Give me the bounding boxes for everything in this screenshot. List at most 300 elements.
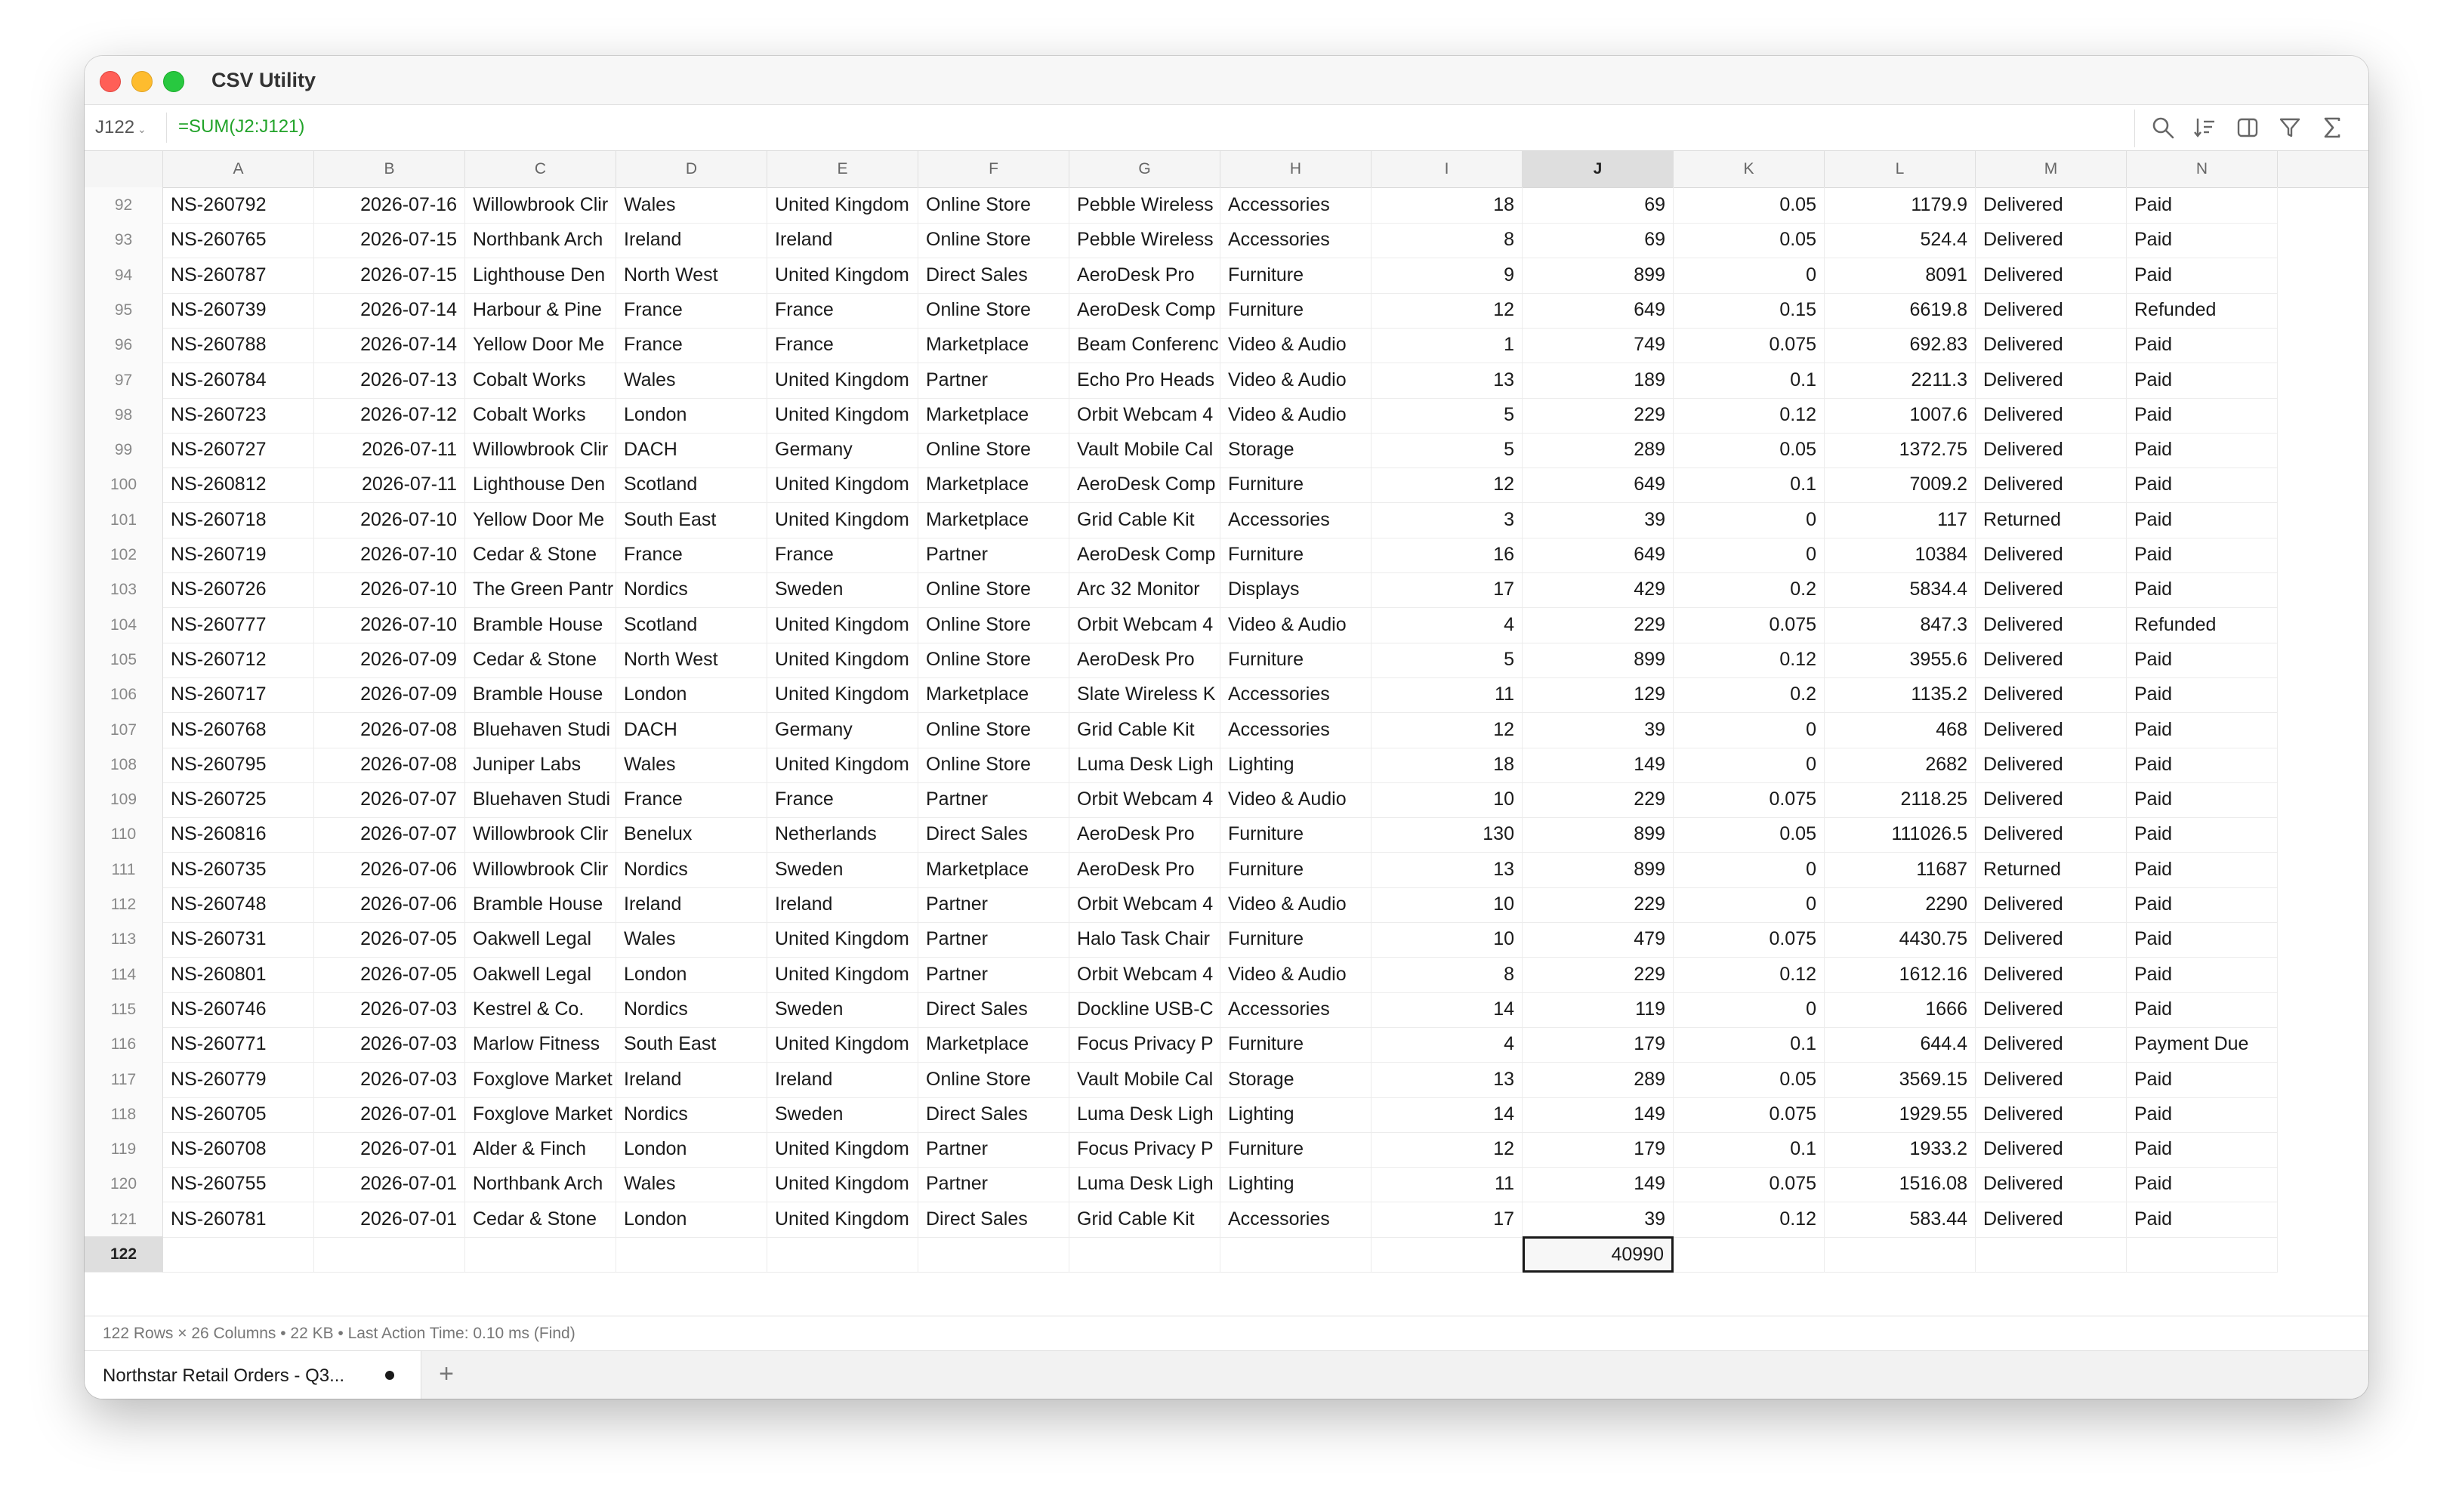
cell-reference-selector[interactable] [95, 117, 162, 140]
table-cell[interactable]: Marketplace [918, 1026, 1069, 1063]
table-cell[interactable]: Displays [1220, 572, 1372, 608]
table-cell[interactable]: France [616, 327, 767, 363]
table-cell[interactable]: NS-260787 [163, 258, 314, 294]
sort-icon[interactable] [2193, 116, 2217, 140]
table-cell[interactable]: Orbit Webcam 4 [1069, 607, 1220, 643]
table-cell[interactable]: 583.44 [1825, 1202, 1976, 1238]
column-header-m[interactable]: M [1976, 151, 2127, 187]
column-header-j[interactable]: J [1523, 151, 1674, 187]
table-cell[interactable]: AeroDesk Comp [1069, 292, 1220, 329]
table-cell[interactable]: Delivered [1976, 187, 2127, 224]
column-header-e[interactable]: E [767, 151, 918, 187]
table-cell[interactable]: Returned [1976, 852, 2127, 888]
table-cell[interactable]: Paid [2127, 327, 2278, 363]
table-cell[interactable]: 2290 [1825, 887, 1976, 923]
table-cell[interactable]: Kestrel & Co. [465, 992, 616, 1028]
table-cell[interactable]: NS-260788 [163, 327, 314, 363]
table-cell[interactable]: NS-260719 [163, 537, 314, 573]
table-cell[interactable]: 0 [1674, 747, 1825, 783]
table-cell[interactable]: Slate Wireless K [1069, 677, 1220, 713]
table-cell[interactable]: 10 [1372, 921, 1523, 958]
table-cell[interactable]: Online Store [918, 607, 1069, 643]
table-cell[interactable]: Paid [2127, 816, 2278, 853]
table-cell[interactable] [2127, 1236, 2278, 1273]
table-cell[interactable]: Marketplace [918, 677, 1069, 713]
table-cell[interactable]: Pebble Wireless [1069, 222, 1220, 258]
table-cell[interactable]: Bluehaven Studi [465, 782, 616, 818]
table-cell[interactable]: Furniture [1220, 537, 1372, 573]
table-cell[interactable]: NS-260795 [163, 747, 314, 783]
table-cell[interactable]: Bramble House [465, 677, 616, 713]
table-cell[interactable]: 69 [1523, 187, 1674, 224]
add-tab-button[interactable]: + [439, 1359, 454, 1388]
row-number[interactable]: 92 [85, 187, 163, 224]
row-number[interactable]: 111 [85, 852, 163, 888]
table-cell[interactable]: 1007.6 [1825, 397, 1976, 434]
table-cell[interactable]: NS-260705 [163, 1097, 314, 1133]
table-cell[interactable]: 2118.25 [1825, 782, 1976, 818]
table-cell[interactable]: Online Store [918, 1062, 1069, 1098]
table-cell[interactable]: Video & Audio [1220, 782, 1372, 818]
table-cell[interactable]: Lighthouse Den [465, 467, 616, 503]
table-cell[interactable]: NS-260792 [163, 187, 314, 224]
table-cell[interactable]: Accessories [1220, 222, 1372, 258]
column-header-a[interactable]: A [163, 151, 314, 187]
table-cell[interactable]: Paid [2127, 467, 2278, 503]
table-cell[interactable]: 429 [1523, 572, 1674, 608]
table-cell[interactable]: 5 [1372, 432, 1523, 468]
row-number[interactable]: 114 [85, 957, 163, 993]
table-cell[interactable]: 0.075 [1674, 921, 1825, 958]
table-cell[interactable]: Oakwell Legal [465, 921, 616, 958]
table-cell[interactable]: Furniture [1220, 1026, 1372, 1063]
row-number[interactable]: 109 [85, 782, 163, 818]
table-cell[interactable]: 2026-07-10 [314, 537, 465, 573]
table-cell[interactable]: 847.3 [1825, 607, 1976, 643]
table-cell[interactable]: 39 [1523, 712, 1674, 748]
table-cell[interactable]: United Kingdom [767, 677, 918, 713]
table-cell[interactable]: Paid [2127, 502, 2278, 538]
table-cell[interactable]: 1179.9 [1825, 187, 1976, 224]
table-cell[interactable]: Furniture [1220, 467, 1372, 503]
table-cell[interactable]: Halo Task Chair [1069, 921, 1220, 958]
table-cell[interactable]: Paid [2127, 187, 2278, 224]
table-cell[interactable]: NS-260768 [163, 712, 314, 748]
table-cell[interactable]: 1135.2 [1825, 677, 1976, 713]
table-cell[interactable]: Partner [918, 363, 1069, 399]
row-number[interactable]: 118 [85, 1097, 163, 1133]
table-cell[interactable]: Focus Privacy P [1069, 1026, 1220, 1063]
table-cell[interactable]: Paid [2127, 572, 2278, 608]
table-cell[interactable]: 229 [1523, 782, 1674, 818]
table-cell[interactable]: 899 [1523, 852, 1674, 888]
row-number[interactable]: 113 [85, 921, 163, 958]
table-cell[interactable]: 2026-07-07 [314, 816, 465, 853]
table-cell[interactable]: 1 [1372, 327, 1523, 363]
table-cell[interactable]: 0.05 [1674, 1062, 1825, 1098]
row-number[interactable]: 108 [85, 747, 163, 783]
table-cell[interactable]: NS-260717 [163, 677, 314, 713]
table-cell[interactable]: Lighthouse Den [465, 258, 616, 294]
table-cell[interactable]: 2026-07-05 [314, 957, 465, 993]
column-header-d[interactable]: D [616, 151, 767, 187]
table-cell[interactable]: United Kingdom [767, 363, 918, 399]
table-cell[interactable]: 2026-07-14 [314, 292, 465, 329]
table-cell[interactable]: Lighting [1220, 1166, 1372, 1202]
table-cell[interactable]: Scotland [616, 607, 767, 643]
table-cell[interactable]: North West [616, 258, 767, 294]
row-number[interactable]: 99 [85, 432, 163, 468]
table-cell[interactable]: Marketplace [918, 397, 1069, 434]
table-cell[interactable]: 0.05 [1674, 432, 1825, 468]
selected-cell[interactable]: 40990 [1523, 1236, 1674, 1273]
table-cell[interactable]: 16 [1372, 537, 1523, 573]
table-cell[interactable]: 1516.08 [1825, 1166, 1976, 1202]
table-cell[interactable] [1220, 1236, 1372, 1273]
table-cell[interactable]: 39 [1523, 1202, 1674, 1238]
table-cell[interactable]: Orbit Webcam 4 [1069, 397, 1220, 434]
column-header-h[interactable]: H [1220, 151, 1372, 187]
table-cell[interactable]: 1929.55 [1825, 1097, 1976, 1133]
row-number[interactable]: 106 [85, 677, 163, 713]
table-cell[interactable]: 10 [1372, 782, 1523, 818]
table-cell[interactable]: Orbit Webcam 4 [1069, 782, 1220, 818]
table-cell[interactable]: NS-260784 [163, 363, 314, 399]
table-cell[interactable]: Delivered [1976, 1026, 2127, 1063]
table-cell[interactable]: 0 [1674, 712, 1825, 748]
table-cell[interactable]: Foxglove Market [465, 1062, 616, 1098]
table-cell[interactable]: 229 [1523, 957, 1674, 993]
table-cell[interactable]: Delivered [1976, 292, 2127, 329]
table-cell[interactable]: Delivered [1976, 1131, 2127, 1168]
row-number[interactable]: 105 [85, 642, 163, 678]
table-cell[interactable]: 2026-07-14 [314, 327, 465, 363]
filter-icon[interactable] [2278, 116, 2302, 140]
table-cell[interactable]: NS-260816 [163, 816, 314, 853]
table-cell[interactable]: 524.4 [1825, 222, 1976, 258]
table-cell[interactable]: 3955.6 [1825, 642, 1976, 678]
table-cell[interactable]: Vault Mobile Cal [1069, 432, 1220, 468]
table-cell[interactable]: 111026.5 [1825, 816, 1976, 853]
row-number[interactable]: 119 [85, 1131, 163, 1168]
table-cell[interactable]: 13 [1372, 363, 1523, 399]
table-cell[interactable]: Nordics [616, 572, 767, 608]
table-cell[interactable]: Video & Audio [1220, 887, 1372, 923]
table-cell[interactable]: 2026-07-11 [314, 467, 465, 503]
table-cell[interactable]: NS-260801 [163, 957, 314, 993]
table-cell[interactable]: London [616, 397, 767, 434]
table-cell[interactable]: 0.075 [1674, 607, 1825, 643]
row-number[interactable]: 107 [85, 712, 163, 748]
table-cell[interactable]: Furniture [1220, 852, 1372, 888]
table-cell[interactable]: 7009.2 [1825, 467, 1976, 503]
minimize-window-button[interactable] [131, 71, 153, 92]
table-cell[interactable]: Delivered [1976, 397, 2127, 434]
table-cell[interactable]: Furniture [1220, 292, 1372, 329]
table-cell[interactable]: NS-260771 [163, 1026, 314, 1063]
table-cell[interactable]: 2026-07-01 [314, 1166, 465, 1202]
table-cell[interactable]: Cedar & Stone [465, 642, 616, 678]
table-cell[interactable]: NS-260723 [163, 397, 314, 434]
table-cell[interactable]: NS-260735 [163, 852, 314, 888]
table-cell[interactable]: 12 [1372, 292, 1523, 329]
table-cell[interactable]: 2026-07-16 [314, 187, 465, 224]
table-cell[interactable]: 179 [1523, 1026, 1674, 1063]
table-cell[interactable]: Online Store [918, 292, 1069, 329]
table-cell[interactable]: Delivered [1976, 258, 2127, 294]
table-cell[interactable]: Grid Cable Kit [1069, 712, 1220, 748]
table-cell[interactable]: 289 [1523, 432, 1674, 468]
table-cell[interactable]: Paid [2127, 782, 2278, 818]
row-number[interactable]: 121 [85, 1202, 163, 1238]
table-cell[interactable]: Wales [616, 187, 767, 224]
table-cell[interactable]: Video & Audio [1220, 397, 1372, 434]
table-cell[interactable]: 8 [1372, 222, 1523, 258]
table-cell[interactable]: Bramble House [465, 607, 616, 643]
table-cell[interactable]: Delivered [1976, 432, 2127, 468]
table-cell[interactable]: Paid [2127, 1062, 2278, 1098]
table-cell[interactable]: 0 [1674, 887, 1825, 923]
table-cell[interactable]: 0 [1674, 258, 1825, 294]
table-cell[interactable]: 0.1 [1674, 1131, 1825, 1168]
table-cell[interactable]: 179 [1523, 1131, 1674, 1168]
table-cell[interactable]: 0.1 [1674, 363, 1825, 399]
table-cell[interactable]: 2026-07-01 [314, 1097, 465, 1133]
column-header-c[interactable]: C [465, 151, 616, 187]
table-cell[interactable]: 4 [1372, 607, 1523, 643]
table-cell[interactable]: Online Store [918, 572, 1069, 608]
row-number[interactable]: 93 [85, 222, 163, 258]
table-cell[interactable]: North West [616, 642, 767, 678]
table-cell[interactable]: Furniture [1220, 816, 1372, 853]
search-icon[interactable] [2151, 116, 2175, 140]
table-cell[interactable]: 0.1 [1674, 1026, 1825, 1063]
table-cell[interactable]: Online Store [918, 222, 1069, 258]
table-cell[interactable]: 692.83 [1825, 327, 1976, 363]
table-cell[interactable]: Marketplace [918, 502, 1069, 538]
table-cell[interactable]: Delivered [1976, 747, 2127, 783]
table-cell[interactable]: 8091 [1825, 258, 1976, 294]
table-cell[interactable]: Paid [2127, 258, 2278, 294]
table-cell[interactable]: 11687 [1825, 852, 1976, 888]
table-cell[interactable]: Ireland [616, 222, 767, 258]
table-cell[interactable]: 12 [1372, 467, 1523, 503]
table-cell[interactable]: 2026-07-08 [314, 747, 465, 783]
table-cell[interactable]: Video & Audio [1220, 607, 1372, 643]
table-cell[interactable]: 4 [1372, 1026, 1523, 1063]
table-cell[interactable]: 649 [1523, 467, 1674, 503]
table-cell[interactable]: Partner [918, 1166, 1069, 1202]
table-cell[interactable]: 1666 [1825, 992, 1976, 1028]
row-number[interactable]: 102 [85, 537, 163, 573]
table-cell[interactable]: Delivered [1976, 816, 2127, 853]
table-cell[interactable]: 17 [1372, 1202, 1523, 1238]
table-cell[interactable]: 13 [1372, 1062, 1523, 1098]
row-number[interactable]: 103 [85, 572, 163, 608]
table-cell[interactable]: Online Store [918, 432, 1069, 468]
table-cell[interactable]: Luma Desk Ligh [1069, 1097, 1220, 1133]
table-cell[interactable]: Partner [918, 957, 1069, 993]
table-cell[interactable]: Video & Audio [1220, 957, 1372, 993]
table-cell[interactable]: Accessories [1220, 712, 1372, 748]
table-cell[interactable]: 9 [1372, 258, 1523, 294]
table-cell[interactable]: 2026-07-01 [314, 1202, 465, 1238]
table-cell[interactable]: Cobalt Works [465, 363, 616, 399]
table-cell[interactable]: Furniture [1220, 258, 1372, 294]
table-cell[interactable]: Scotland [616, 467, 767, 503]
table-cell[interactable]: Bramble House [465, 887, 616, 923]
table-cell[interactable]: Paid [2127, 992, 2278, 1028]
table-cell[interactable]: 3 [1372, 502, 1523, 538]
table-cell[interactable]: 0.12 [1674, 957, 1825, 993]
table-cell[interactable]: United Kingdom [767, 1202, 918, 1238]
table-cell[interactable]: 3569.15 [1825, 1062, 1976, 1098]
table-cell[interactable]: NS-260765 [163, 222, 314, 258]
table-cell[interactable]: 0.075 [1674, 1166, 1825, 1202]
table-cell[interactable]: South East [616, 502, 767, 538]
table-cell[interactable]: 117 [1825, 502, 1976, 538]
table-cell[interactable]: London [616, 1202, 767, 1238]
table-cell[interactable]: Paid [2127, 1202, 2278, 1238]
table-cell[interactable] [314, 1236, 465, 1273]
table-cell[interactable]: Sweden [767, 1097, 918, 1133]
table-cell[interactable]: Paid [2127, 957, 2278, 993]
table-cell[interactable]: Video & Audio [1220, 327, 1372, 363]
column-header-b[interactable]: B [314, 151, 465, 187]
table-cell[interactable]: Echo Pro Heads [1069, 363, 1220, 399]
table-cell[interactable]: 129 [1523, 677, 1674, 713]
table-cell[interactable]: Paid [2127, 1131, 2278, 1168]
row-number[interactable]: 115 [85, 992, 163, 1028]
table-cell[interactable]: 14 [1372, 1097, 1523, 1133]
table-cell[interactable]: 149 [1523, 747, 1674, 783]
table-cell[interactable]: 229 [1523, 887, 1674, 923]
table-cell[interactable]: AeroDesk Pro [1069, 258, 1220, 294]
table-cell[interactable]: 0.12 [1674, 1202, 1825, 1238]
table-cell[interactable]: Direct Sales [918, 1202, 1069, 1238]
table-cell[interactable]: Delivered [1976, 1097, 2127, 1133]
column-header-f[interactable]: F [918, 151, 1069, 187]
table-cell[interactable]: Partner [918, 921, 1069, 958]
table-cell[interactable]: Paid [2127, 1166, 2278, 1202]
table-cell[interactable]: NS-260727 [163, 432, 314, 468]
table-cell[interactable]: Storage [1220, 432, 1372, 468]
table-cell[interactable]: United Kingdom [767, 258, 918, 294]
table-cell[interactable]: 0.2 [1674, 572, 1825, 608]
table-cell[interactable]: Nordics [616, 852, 767, 888]
table-cell[interactable]: Accessories [1220, 187, 1372, 224]
table-cell[interactable]: NS-260755 [163, 1166, 314, 1202]
row-number[interactable]: 112 [85, 887, 163, 923]
table-cell[interactable]: 2026-07-03 [314, 992, 465, 1028]
table-cell[interactable]: Accessories [1220, 502, 1372, 538]
table-cell[interactable]: Luma Desk Ligh [1069, 1166, 1220, 1202]
table-cell[interactable]: United Kingdom [767, 397, 918, 434]
table-cell[interactable]: 2026-07-13 [314, 363, 465, 399]
table-cell[interactable]: Oakwell Legal [465, 957, 616, 993]
column-header-n[interactable]: N [2127, 151, 2278, 187]
table-cell[interactable]: Cedar & Stone [465, 1202, 616, 1238]
table-cell[interactable]: Delivered [1976, 992, 2127, 1028]
row-number[interactable]: 122 [85, 1236, 163, 1273]
table-cell[interactable]: Video & Audio [1220, 363, 1372, 399]
table-cell[interactable]: Wales [616, 921, 767, 958]
table-cell[interactable] [1825, 1236, 1976, 1273]
table-cell[interactable]: France [616, 292, 767, 329]
table-cell[interactable]: Wales [616, 1166, 767, 1202]
table-cell[interactable]: 2026-07-05 [314, 921, 465, 958]
table-cell[interactable]: Returned [1976, 502, 2127, 538]
sum-icon[interactable] [2320, 116, 2344, 140]
table-cell[interactable]: Germany [767, 432, 918, 468]
table-cell[interactable]: 2026-07-09 [314, 642, 465, 678]
table-cell[interactable]: Accessories [1220, 992, 1372, 1028]
table-cell[interactable]: Wales [616, 363, 767, 399]
table-cell[interactable]: United Kingdom [767, 642, 918, 678]
table-cell[interactable]: 5 [1372, 397, 1523, 434]
table-cell[interactable]: 0.05 [1674, 816, 1825, 853]
table-cell[interactable]: 2026-07-10 [314, 502, 465, 538]
table-cell[interactable]: Partner [918, 887, 1069, 923]
table-cell[interactable]: Vault Mobile Cal [1069, 1062, 1220, 1098]
table-cell[interactable]: Willowbrook Clir [465, 187, 616, 224]
table-cell[interactable] [163, 1236, 314, 1273]
table-cell[interactable]: 10 [1372, 887, 1523, 923]
table-cell[interactable]: Cobalt Works [465, 397, 616, 434]
table-cell[interactable]: 649 [1523, 537, 1674, 573]
table-cell[interactable]: Willowbrook Clir [465, 852, 616, 888]
table-cell[interactable]: Online Store [918, 747, 1069, 783]
close-window-button[interactable] [100, 71, 121, 92]
table-cell[interactable]: 899 [1523, 816, 1674, 853]
table-cell[interactable]: Payment Due [2127, 1026, 2278, 1063]
table-cell[interactable]: 2026-07-03 [314, 1062, 465, 1098]
table-cell[interactable] [918, 1236, 1069, 1273]
table-cell[interactable]: 119 [1523, 992, 1674, 1028]
table-cell[interactable]: Delivered [1976, 572, 2127, 608]
table-cell[interactable]: Paid [2127, 712, 2278, 748]
table-cell[interactable]: 2026-07-06 [314, 852, 465, 888]
table-cell[interactable]: 0 [1674, 502, 1825, 538]
table-cell[interactable]: AeroDesk Pro [1069, 852, 1220, 888]
table-cell[interactable] [1069, 1236, 1220, 1273]
table-cell[interactable]: Marketplace [918, 327, 1069, 363]
panel-icon[interactable] [2235, 116, 2260, 140]
table-cell[interactable]: 18 [1372, 747, 1523, 783]
table-cell[interactable]: 649 [1523, 292, 1674, 329]
table-cell[interactable]: United Kingdom [767, 747, 918, 783]
table-cell[interactable]: 2026-07-01 [314, 1131, 465, 1168]
row-number[interactable]: 110 [85, 816, 163, 853]
row-number[interactable]: 104 [85, 607, 163, 643]
table-cell[interactable]: 0.12 [1674, 642, 1825, 678]
table-cell[interactable]: 130 [1372, 816, 1523, 853]
table-cell[interactable]: Delivered [1976, 887, 2127, 923]
table-cell[interactable] [1976, 1236, 2127, 1273]
table-cell[interactable]: France [616, 537, 767, 573]
table-cell[interactable]: 289 [1523, 1062, 1674, 1098]
table-cell[interactable]: Accessories [1220, 1202, 1372, 1238]
table-cell[interactable]: 2211.3 [1825, 363, 1976, 399]
row-number[interactable]: 97 [85, 363, 163, 399]
table-cell[interactable]: Ireland [616, 1062, 767, 1098]
table-cell[interactable]: London [616, 957, 767, 993]
table-cell[interactable]: Delivered [1976, 467, 2127, 503]
table-cell[interactable]: 229 [1523, 397, 1674, 434]
row-number[interactable]: 120 [85, 1166, 163, 1202]
table-cell[interactable]: NS-260731 [163, 921, 314, 958]
table-cell[interactable]: 2026-07-09 [314, 677, 465, 713]
